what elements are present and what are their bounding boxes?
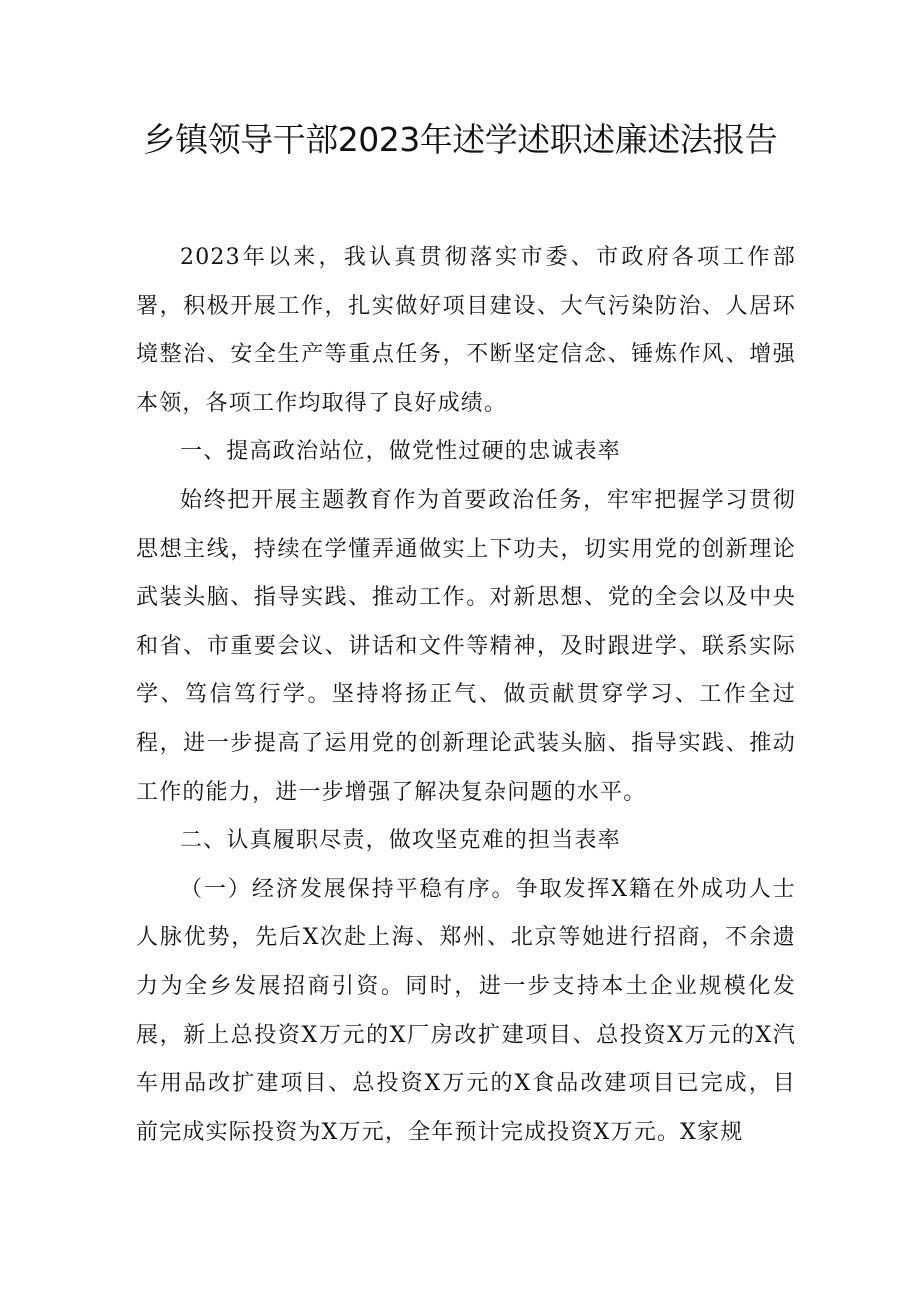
section-1-paragraph: 始终把开展主题教育作为首要政治任务，牢牢把握学习贯彻思想主线，持续在学懂弄通做实上下功夫，切实用党的创新理论武装头脑、指导实践、推动工作。对新思想、党的全会以及中央和省、市重要会议、讲话和文件等精神，及时跟进学、联系实际学、笃信笃行学。坚持将扬正气、做贡献贯穿学习、工作全过程，进一步提高了运用党的创新理论武装头脑、指导实践、推动工作的能力，进一步增强了解决复杂问题的水平。	[136, 487, 796, 805]
section-2-paragraph-1: （一）经济发展保持平稳有序。争取发挥X籍在外成功人士人脉优势，先后X次赴上海、郑州、北京等她进行招商，不余遗力为全乡发展招商引资。同时，进一步支持本土企业规模化发展，新上总投资X万元的X厂房改扩建项目、总投资X万元的X汽车用品改扩建项目、总投资X万元的X食品改建项目已完成，目前完成实际投资为X万元，全年预计完成投资X万元。X家规	[136, 876, 796, 1145]
document-title: 乡镇领导干部2023年述学述职述廉述法报告	[142, 120, 778, 159]
section-heading-2: 二、认真履职尽责，做攻坚克难的担当表率	[180, 828, 621, 854]
document-body	[136, 234, 796, 1157]
intro-paragraph: 2023年以来，我认真贯彻落实市委、市政府各项工作部署，积极开展工作，扎实做好项目建设、大气污染防治、人居环境整治、安全生产等重点任务，不断坚定信念、锤炼作风、增强本领，各项工作均取得了良好成绩。	[136, 245, 796, 416]
section-heading-1: 一、提高政治站位，做党性过硬的忠诚表率	[180, 439, 621, 465]
